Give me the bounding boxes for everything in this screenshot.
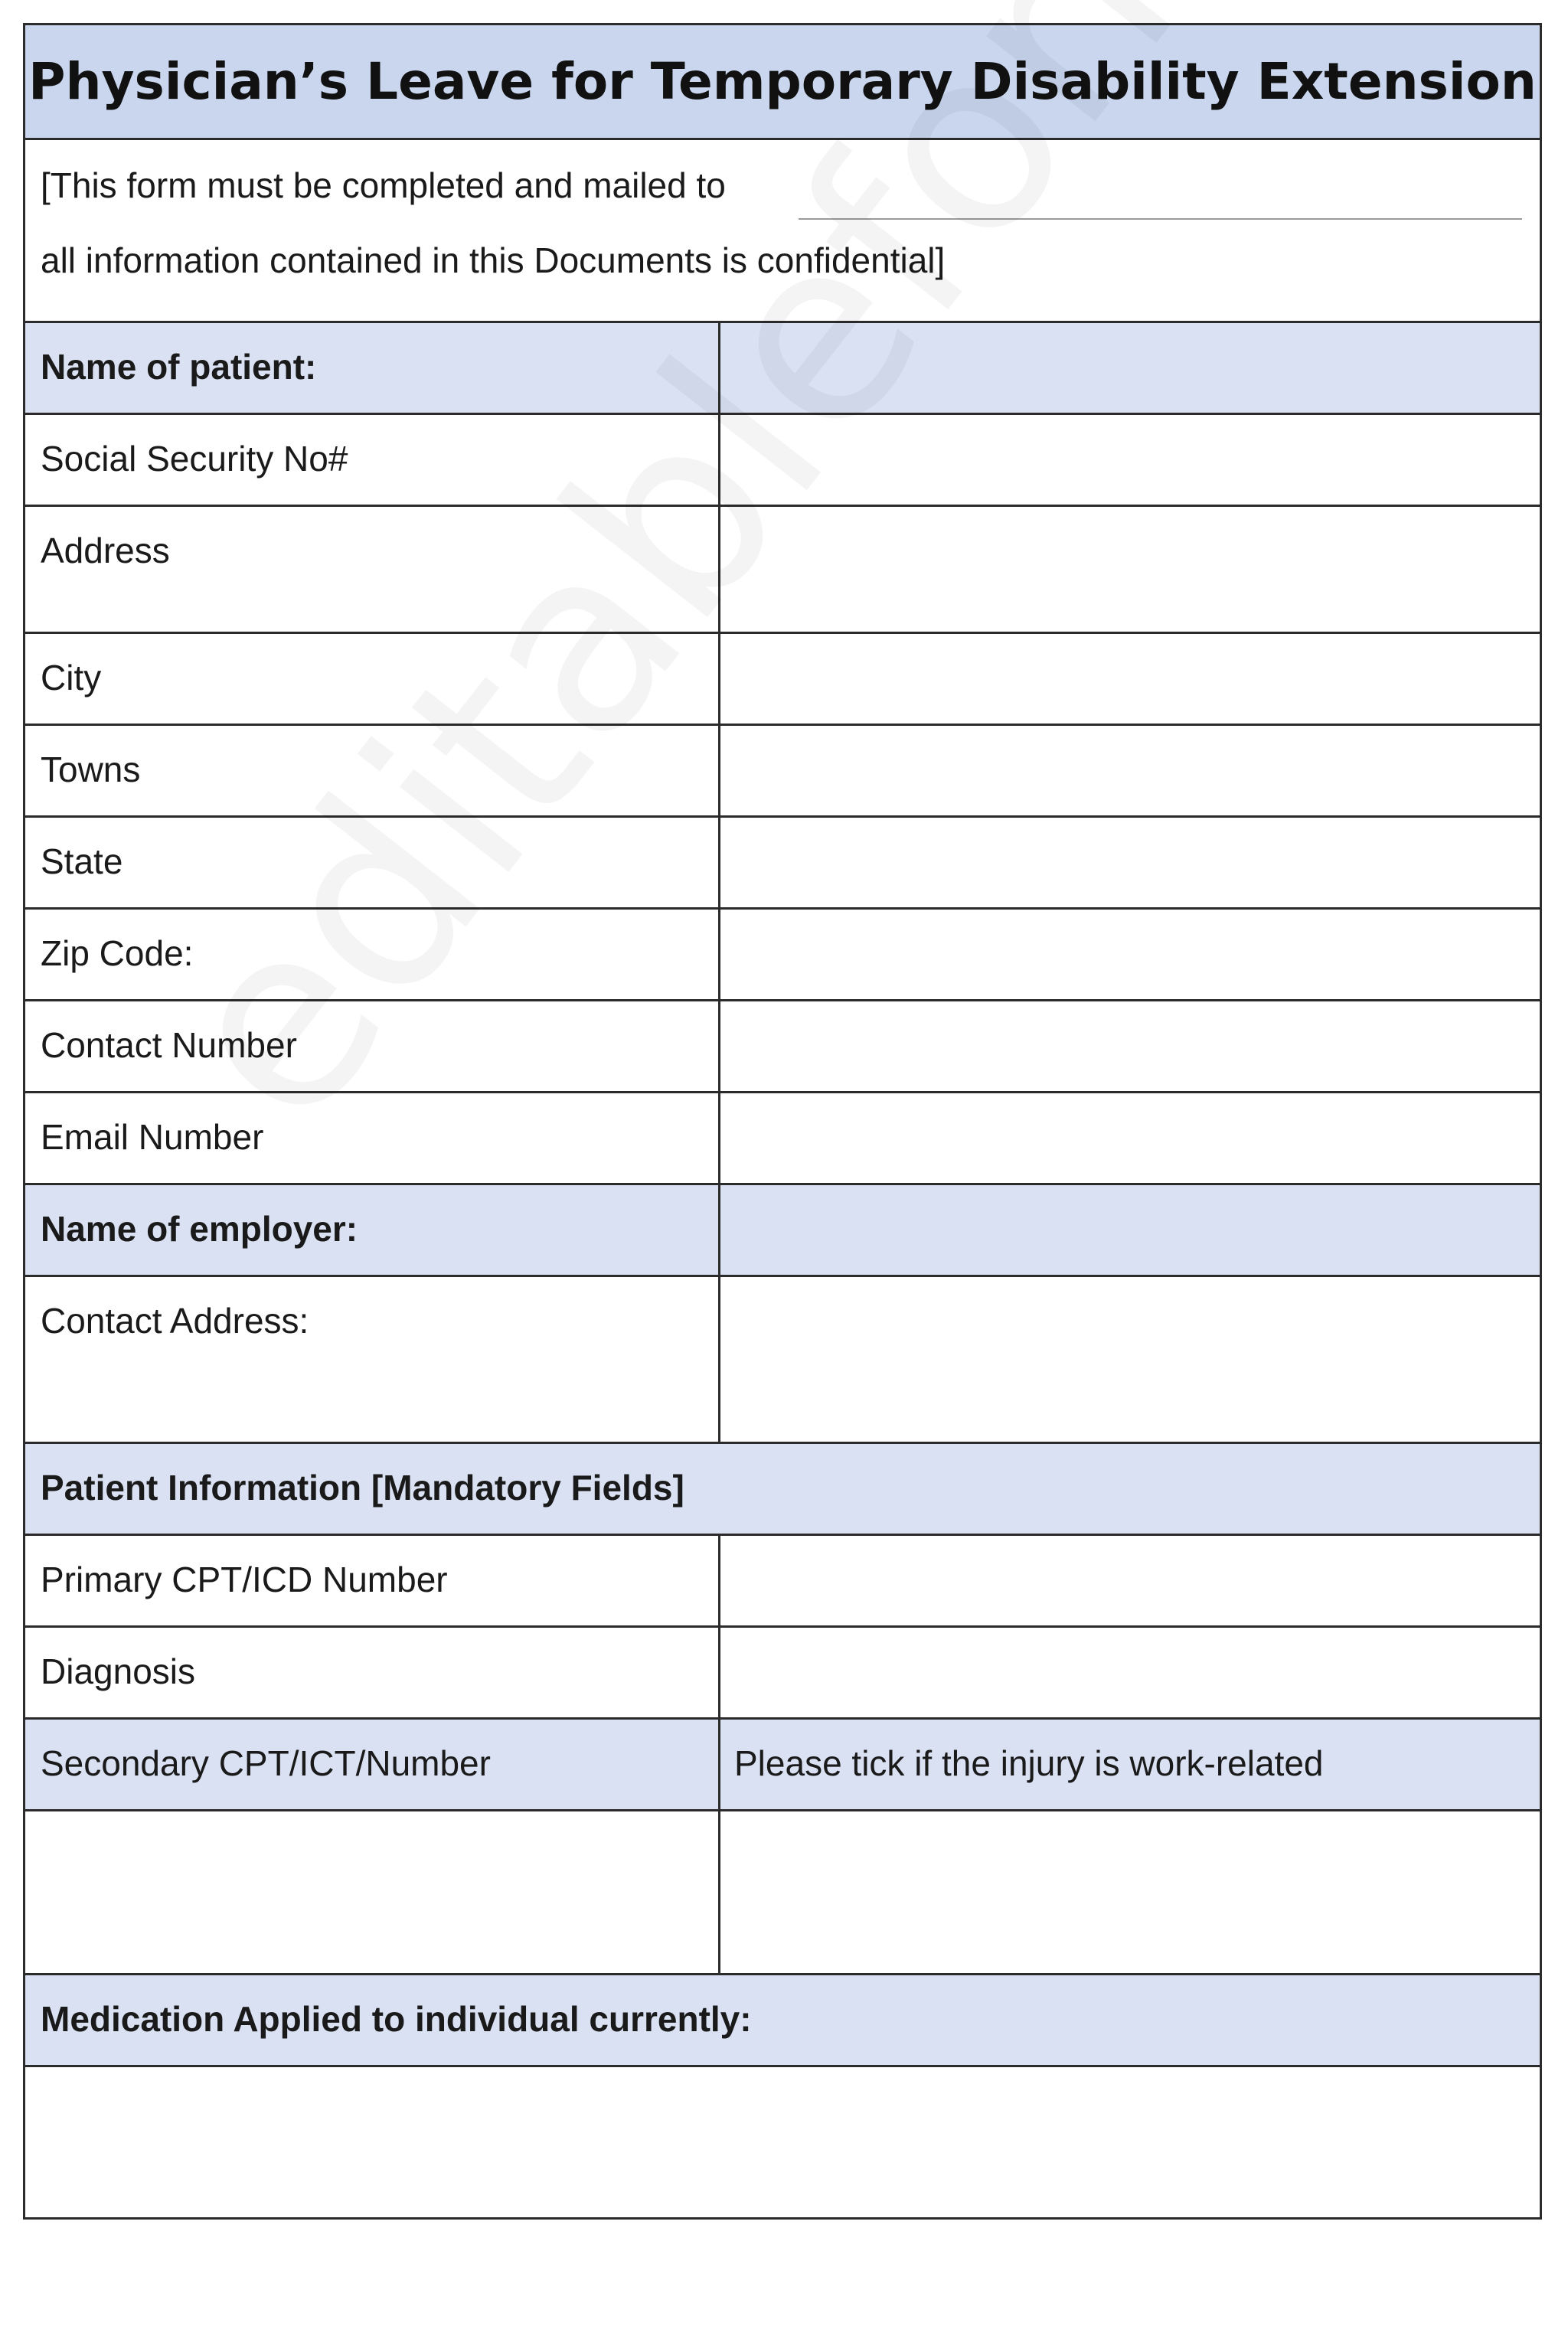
row-city: [25, 634, 1540, 726]
label-state: State: [25, 818, 720, 907]
label-zip-code: Zip Code:: [25, 910, 720, 999]
section-heading-medication: Medication Applied to individual currently:: [41, 1999, 752, 2039]
field-contact-address[interactable]: [720, 1277, 1540, 1442]
row-secondary-cpt-fields: [25, 1811, 1540, 1975]
row-address: [25, 507, 1540, 634]
row-zip-code: [25, 910, 1540, 1001]
row-medication-field: [25, 2067, 1540, 2217]
field-primary-cpt[interactable]: [720, 1536, 1540, 1625]
label-name-of-employer: Name of employer:: [25, 1185, 720, 1275]
label-name-of-patient: Name of patient:: [25, 323, 720, 413]
row-primary-cpt: [25, 1536, 1540, 1628]
field-address[interactable]: [720, 507, 1540, 632]
label-contact-number: Contact Number: [25, 1001, 720, 1091]
field-name-of-patient[interactable]: [720, 323, 1540, 413]
field-zip-code[interactable]: [720, 910, 1540, 999]
label-towns: Towns: [25, 726, 720, 815]
field-diagnosis[interactable]: [720, 1628, 1540, 1717]
label-work-related: Please tick if the injury is work-related: [734, 1743, 1324, 1783]
field-secondary-cpt[interactable]: [25, 1811, 720, 1973]
row-social-security: [25, 415, 1540, 507]
row-medication-header: [25, 1975, 1540, 2067]
row-diagnosis: [25, 1628, 1540, 1720]
row-towns: [25, 726, 1540, 818]
form-title: Physician’s Leave for Temporary Disability Extension: [28, 52, 1537, 111]
row-email-number: [25, 1093, 1540, 1185]
label-email-number: Email Number: [25, 1093, 720, 1183]
row-patient-information-header: [25, 1444, 1540, 1536]
row-contact-number: [25, 1001, 1540, 1093]
row-state: [25, 818, 1540, 910]
field-email-number[interactable]: [720, 1093, 1540, 1183]
label-diagnosis: Diagnosis: [25, 1628, 720, 1717]
disability-extension-form: [23, 23, 1542, 2220]
row-contact-address: [25, 1277, 1540, 1444]
field-city[interactable]: [720, 634, 1540, 724]
field-medication[interactable]: [25, 2067, 1540, 2217]
row-name-of-employer: [25, 1185, 1540, 1277]
field-work-related[interactable]: [720, 1811, 1540, 1973]
label-secondary-cpt: Secondary CPT/ICT/Number: [25, 1720, 720, 1809]
field-contact-number[interactable]: [720, 1001, 1540, 1091]
mailing-instruction: [This form must be completed and mailed to: [41, 165, 726, 205]
mailing-address-line[interactable]: [799, 218, 1522, 220]
label-social-security: Social Security No#: [25, 415, 720, 505]
field-name-of-employer[interactable]: [720, 1185, 1540, 1275]
field-towns[interactable]: [720, 726, 1540, 815]
form-title-bar: [25, 25, 1540, 140]
intro-section: [25, 140, 1540, 323]
confidentiality-note: all information contained in this Documents is confidential]: [41, 240, 946, 280]
field-social-security[interactable]: [720, 415, 1540, 505]
label-address: Address: [25, 507, 720, 632]
row-secondary-cpt-header: [25, 1720, 1540, 1811]
label-city: City: [25, 634, 720, 724]
label-primary-cpt: Primary CPT/ICD Number: [25, 1536, 720, 1625]
row-name-of-patient: [25, 323, 1540, 415]
label-contact-address: Contact Address:: [25, 1277, 720, 1442]
field-state[interactable]: [720, 818, 1540, 907]
section-heading-patient-information: Patient Information [Mandatory Fields]: [41, 1468, 684, 1508]
